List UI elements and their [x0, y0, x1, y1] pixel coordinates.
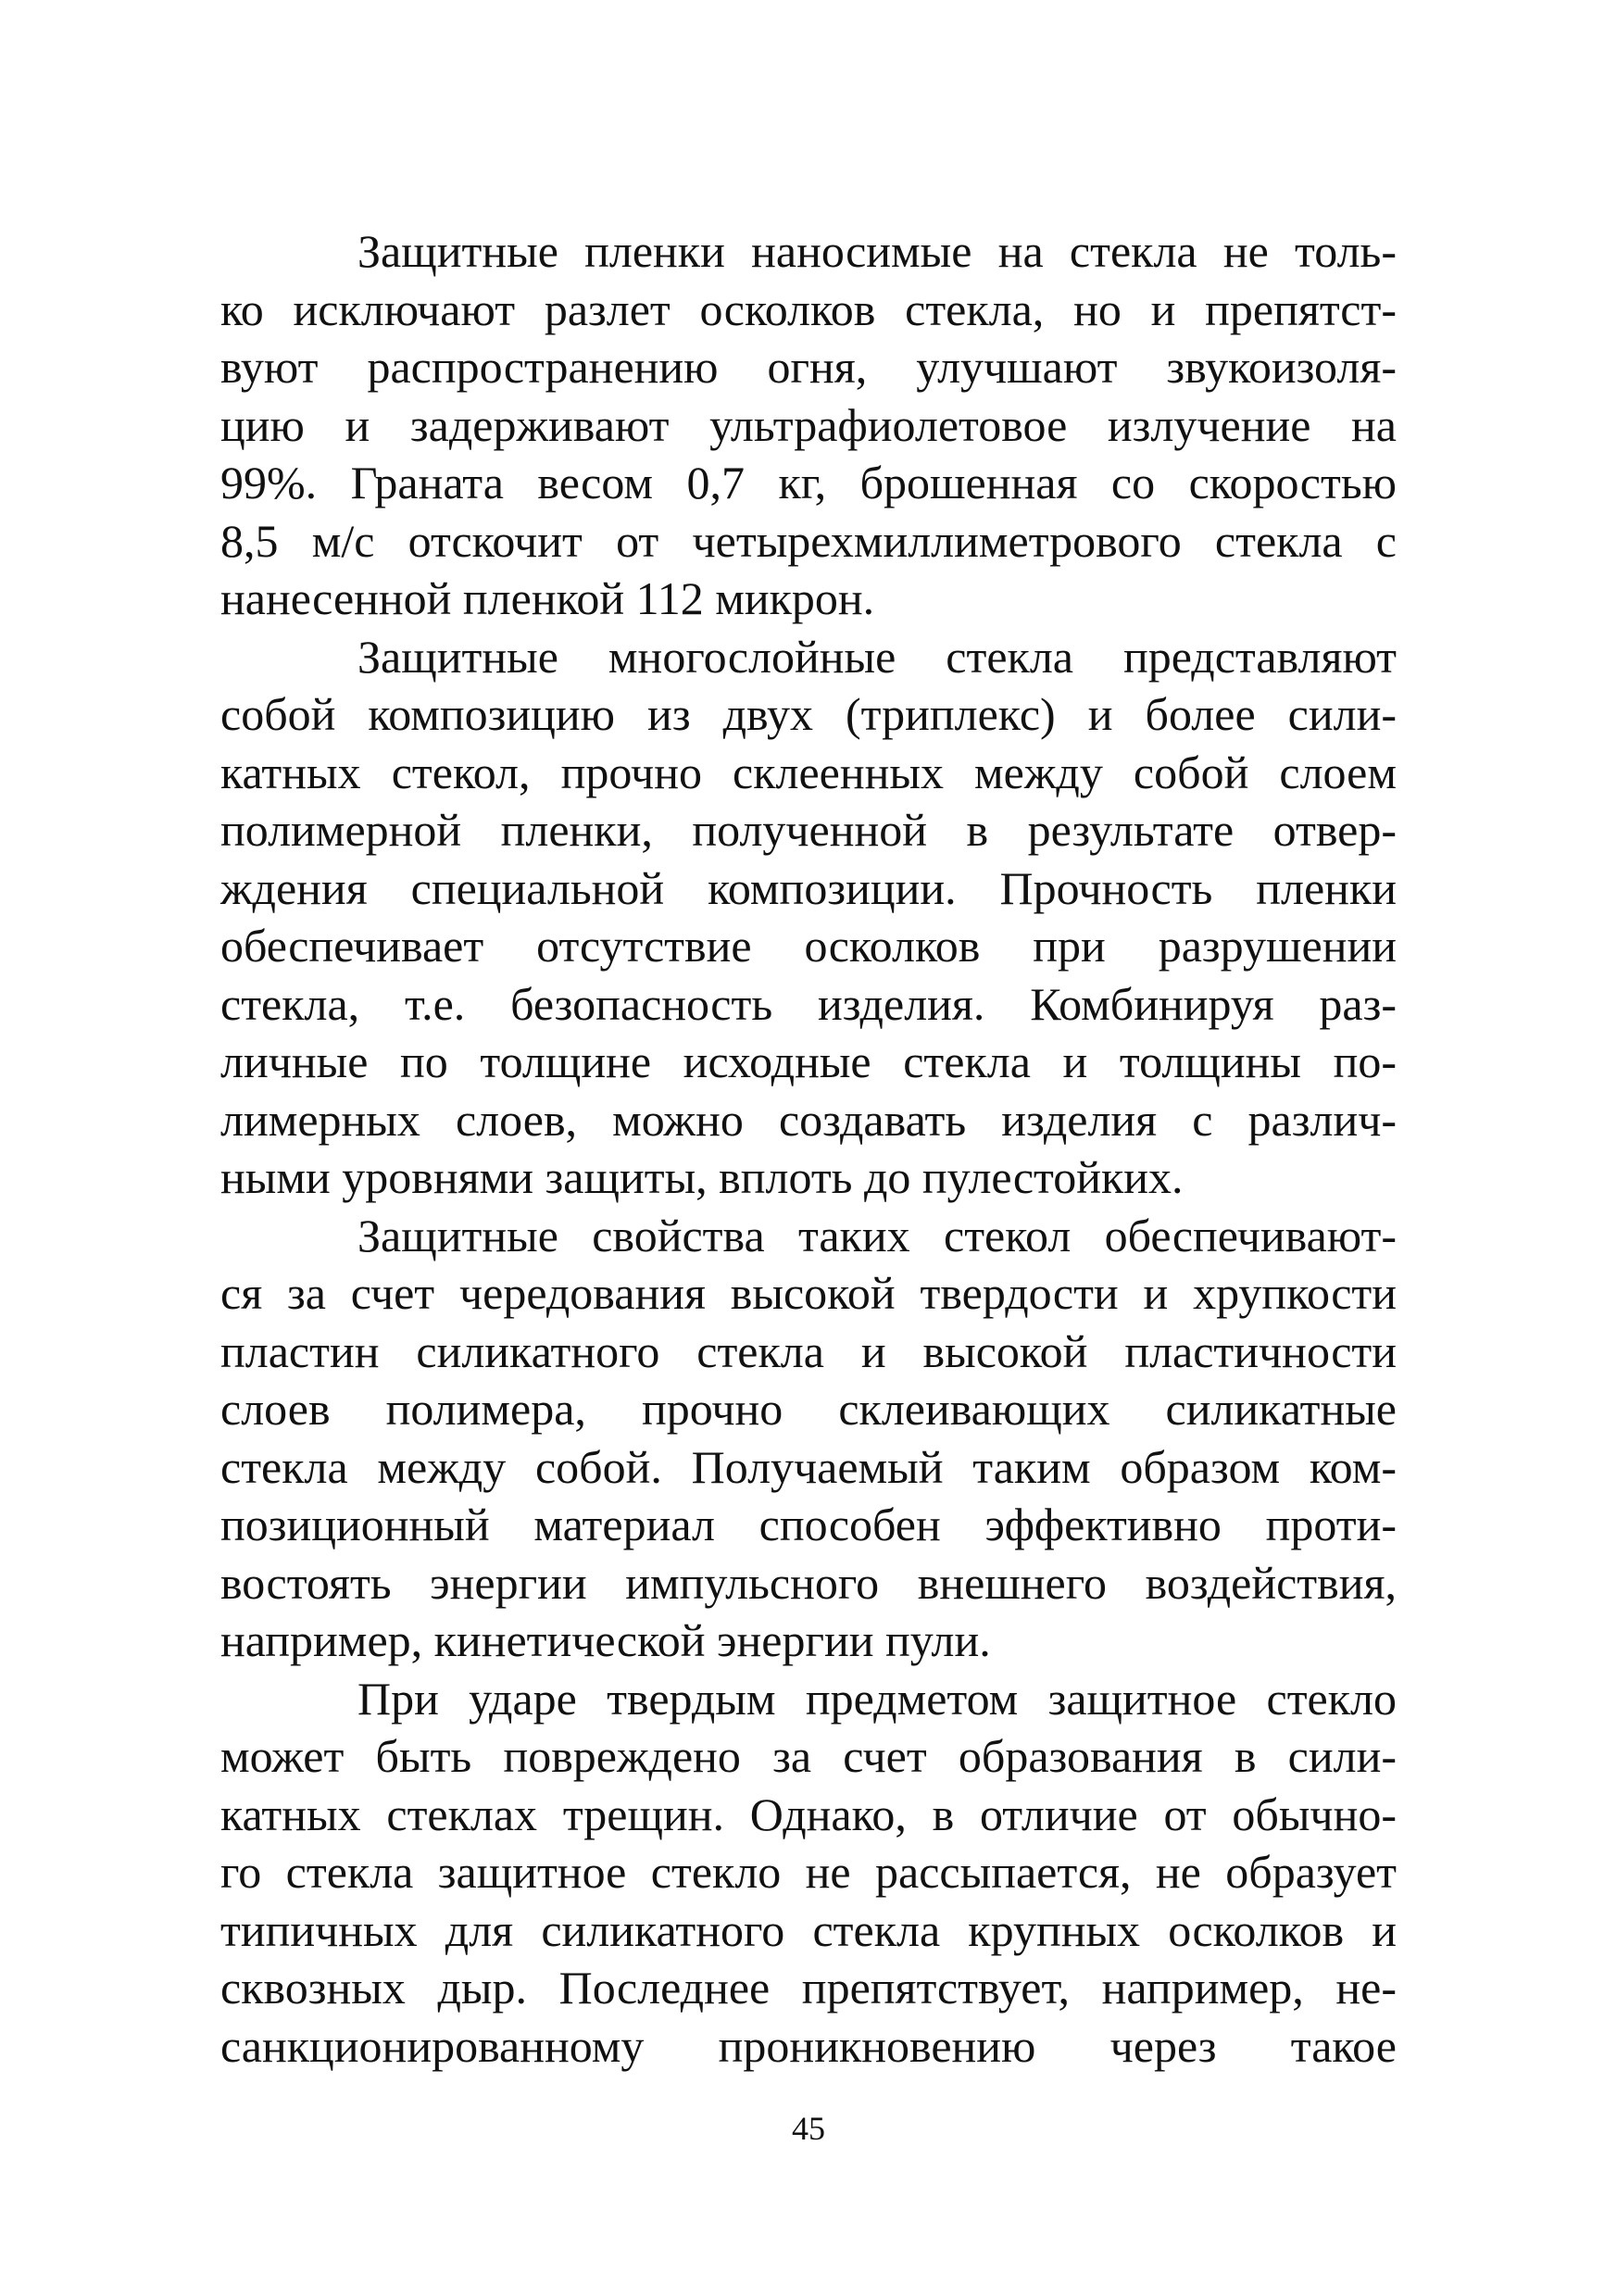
text-line: лимерных слоев, можно создавать изделия с различ-	[220, 1093, 1397, 1146]
text-line: При ударе твердым предметом защитное стекло	[357, 1672, 1397, 1725]
text-line: го стекла защитное стекло не рассыпается, не образует	[220, 1846, 1397, 1898]
text-line: Защитные пленки наносимые на стекла не толь-	[357, 225, 1397, 277]
text-line: пластин силикатного стекла и высокой пластичности	[220, 1324, 1397, 1377]
body-text	[220, 222, 1397, 2075]
text-line: Защитные свойства таких стекол обеспечивают-	[357, 1209, 1397, 1261]
text-line: сквозных дыр. Последнее препятствует, например, не-	[220, 1962, 1397, 2014]
text-line: Защитные многослойные стекла представляют	[357, 630, 1397, 683]
text-line: ными уровнями защиты, вплоть до пулестойких.	[220, 1151, 1184, 1203]
text-line: цию и задерживают ультрафиолетовое излучение на	[220, 398, 1397, 451]
text-line: обеспечивает отсутствие осколков при разрушении	[220, 920, 1397, 972]
text-line: катных стеклах трещин. Однако, в отличие от обычно-	[220, 1788, 1397, 1840]
text-line: ся за счет чередования высокой твердости и хрупкости	[220, 1267, 1397, 1319]
text-line: полимерной пленки, полученной в результате отвер-	[220, 804, 1397, 856]
text-line: слоев полимера, прочно склеивающих силикатные	[220, 1383, 1397, 1435]
text-line: собой композицию из двух (триплекс) и более сили-	[220, 688, 1397, 740]
text-line: катных стекол, прочно склеенных между собой слоем	[220, 746, 1397, 798]
paragraph-2	[220, 628, 1397, 1207]
text-line: востоять энергии импульсного внешнего воздействия,	[220, 1556, 1397, 1609]
text-line: 99%. Граната весом 0,7 кг, брошенная со скоростью	[220, 457, 1397, 508]
text-line: ко исключают разлет осколков стекла, но и препятст-	[220, 282, 1397, 335]
paragraph-3	[220, 1207, 1397, 1670]
text-line: типичных для силикатного стекла крупных осколков и	[220, 1903, 1397, 1956]
paragraph-1	[220, 222, 1397, 628]
text-line: вуют распространению огня, улучшают звукоизоля-	[220, 341, 1397, 393]
text-line: стекла, т.е. безопасность изделия. Комбинируя раз-	[220, 977, 1397, 1030]
text-line: ждения специальной композиции. Прочность пленки	[220, 861, 1397, 914]
page-number: 45	[792, 2110, 825, 2147]
text-line: позиционный материал способен эффективно проти-	[220, 1499, 1397, 1550]
text-line: 8,5 м/с отскочит от четырехмиллиметрового стекла с	[220, 514, 1397, 567]
text-line: стекла между собой. Получаемый таким образом ком-	[220, 1440, 1397, 1493]
text-line: нанесенной пленкой 112 микрон.	[220, 572, 875, 624]
paragraph-4	[220, 1670, 1397, 2076]
text-line: санкционированному проникновению через такое	[220, 2019, 1397, 2072]
text-line: может быть повреждено за счет образования в сили-	[220, 1730, 1397, 1782]
text-line: личные по толщине исходные стекла и толщины по-	[220, 1035, 1397, 1087]
text-line: например, кинетической энергии пули.	[220, 1614, 991, 1666]
